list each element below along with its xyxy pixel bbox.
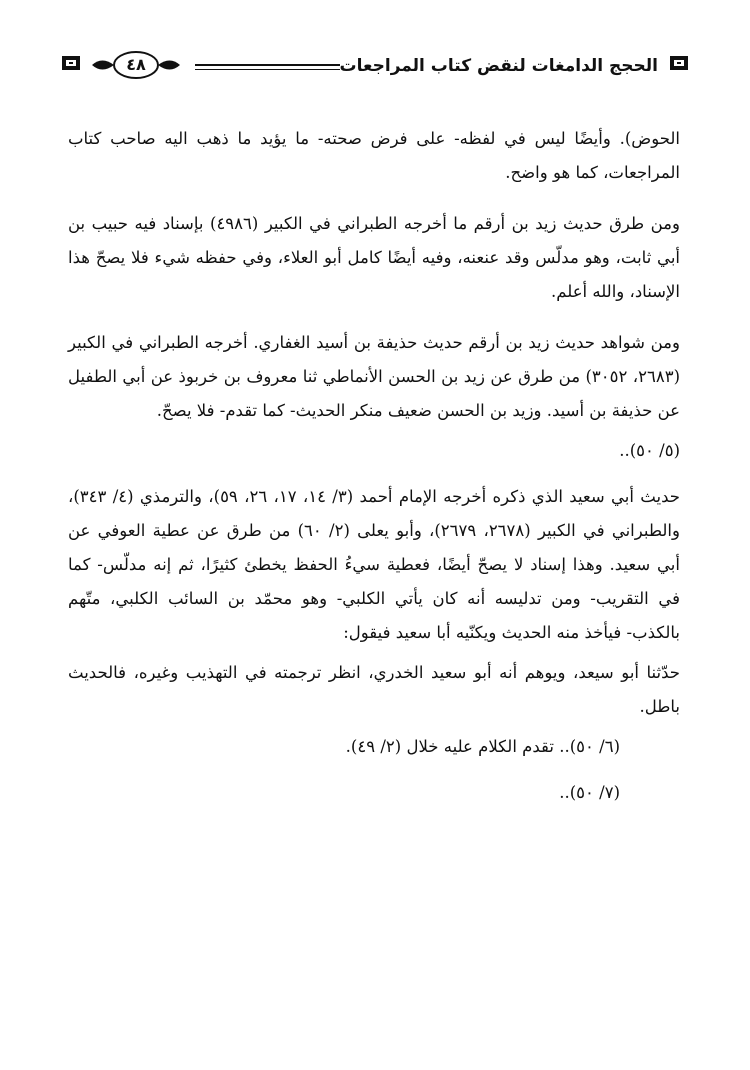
page-header bbox=[60, 50, 690, 90]
header-rule bbox=[195, 64, 340, 66]
page-number-frame bbox=[90, 50, 182, 80]
book-title: الحجج الدامغات لنقض كتاب المراجعات bbox=[339, 56, 658, 76]
header-rule-thin bbox=[195, 69, 340, 70]
footnote-reference: (٦/ ٥٠).. تقدم الكلام عليه خلال (٢/ ٤٩). bbox=[345, 737, 620, 756]
ornament-left-icon bbox=[60, 52, 82, 74]
paragraph: حديث أبي سعيد الذي ذكره أخرجه الإمام أحمد (٣/ ١٤، ١٧، ٢٦، ٥٩)، والترمذي (٤/ ٣٤٣)، والطبراني في الكبير (٢٦٧٨، ٢٦٧٩)، وأبو يعلى (٢/ ٦٠) من طرق عن عطية العوفي عن أبي سعيد. وهذا إسناد لا يصحّ أيضًا، فعطية سيءُ الحفظ يخطئ كثيرًا، ثم إنه مدلّس- كما في التقريب- ومن تدليسه أنه كان يأتي الكلبي- وهو محمّد بن السائب الكلبي، متّهم بالكذب- فيأخذ منه الحديث ويكنّيه أبا سعيد فيقول: bbox=[68, 487, 680, 642]
footnote-reference: (٧/ ٥٠).. bbox=[559, 783, 620, 802]
page-body bbox=[68, 122, 680, 827]
ornament-right-icon bbox=[668, 52, 690, 74]
paragraph: ومن طرق حديث زيد بن أرقم ما أخرجه الطبراني في الكبير (٤٩٨٦) بإسناد فيه حبيب بن أبي ثابت، وهو مدلّس وقد عنعنه، وفيه أيضًا كامل أبو العلاء، وفي حفظه شيء فلا يصحّ هذا الإسناد، والله أعلم. bbox=[68, 214, 680, 301]
paragraph: ومن شواهد حديث زيد بن أرقم حديث حذيفة بن أسيد الغفاري. أخرجه الطبراني في الكبير (٢٦٨٣، ٣٠٥٢) من طرق عن زيد بن الحسن الأنماطي ثنا معروف بن خربوذ عن أبي الطفيل عن حذيفة بن أسيد. وزيد بن الحسن ضعيف منكر الحديث- كما تقدم- فلا يصحّ. bbox=[68, 333, 680, 420]
paragraph: الحوض). وأيضًا ليس في لفظه- على فرض صحته- ما يؤيد ما ذهب اليه صاحب كتاب المراجعات، كما هو واضح. bbox=[68, 129, 680, 182]
footnote-reference: (٥/ ٥٠).. bbox=[619, 441, 680, 460]
page-number: ٤٨ bbox=[126, 55, 146, 74]
paragraph: حدّثنا أبو سيعد، ويوهم أنه أبو سعيد الخدري، انظر ترجمته في التهذيب وغيره، فالحديث باطل. bbox=[68, 663, 680, 716]
